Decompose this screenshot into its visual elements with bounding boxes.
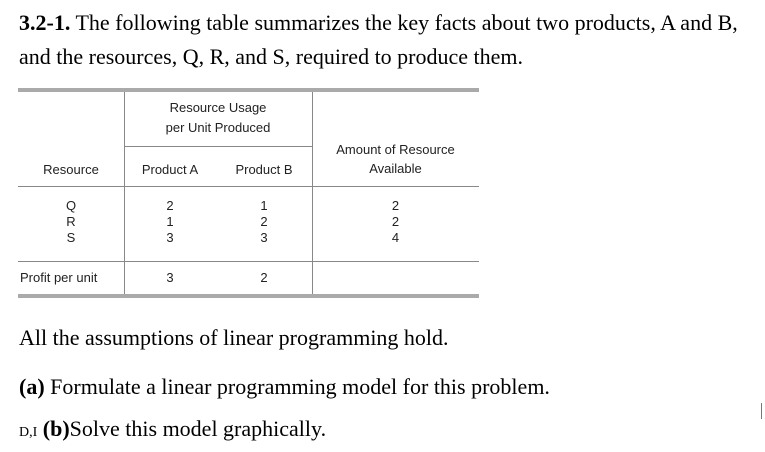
part-a: [19, 372, 550, 402]
group-header-line2: per Unit Produced: [165, 120, 271, 135]
available-header-line2: Available: [369, 161, 422, 176]
problem-text: The following table summarizes the key facts about two products, A and B, and the resources, Q, R, and S, required to produce them.: [19, 10, 738, 69]
row-r-resource: R: [66, 214, 76, 229]
row-r-product-a: 1: [166, 214, 174, 229]
part-a-text: Formulate a linear programming model for this problem.: [50, 374, 550, 399]
part-b-mark: D,I: [19, 425, 38, 440]
table-top-rule: [18, 88, 479, 92]
problem-statement: [19, 6, 754, 74]
available-header-line1: Amount of Resource: [336, 142, 455, 157]
row-s-resource: S: [66, 230, 76, 245]
row-r-available: 2: [391, 214, 400, 229]
table-bottom-rule: [18, 294, 479, 298]
row-q-product-a: 2: [166, 198, 174, 213]
row-s-product-a: 3: [166, 230, 174, 245]
group-header-line1: Resource Usage: [169, 100, 267, 115]
assumptions-text: All the assumptions of linear programming hold.: [19, 325, 449, 350]
group-header-rule: [124, 146, 312, 147]
row-q-available: 2: [391, 198, 400, 213]
column-divider-available: [312, 92, 313, 298]
profit-top-rule: [18, 261, 479, 262]
part-b-label: (b): [42, 416, 70, 441]
row-q-resource: Q: [65, 198, 77, 213]
part-b-text: Solve this model graphically.: [69, 416, 327, 441]
problem-number: 3.2-1.: [19, 10, 71, 35]
text-cursor: [761, 403, 762, 419]
product-b-header: Product B: [235, 162, 293, 177]
part-b: [19, 414, 326, 448]
row-q-product-b: 1: [260, 198, 268, 213]
header-bottom-rule: [18, 186, 479, 187]
profit-product-a: 3: [166, 270, 174, 285]
row-s-product-b: 3: [260, 230, 268, 245]
profit-product-b: 2: [260, 270, 268, 285]
part-a-label: (a): [19, 374, 45, 399]
row-s-available: 4: [391, 230, 400, 245]
product-a-header: Product A: [141, 162, 199, 177]
row-r-product-b: 2: [260, 214, 268, 229]
profit-label: Profit per unit: [20, 270, 98, 285]
resource-header: Resource: [43, 162, 99, 177]
column-divider-resource: [124, 92, 125, 298]
